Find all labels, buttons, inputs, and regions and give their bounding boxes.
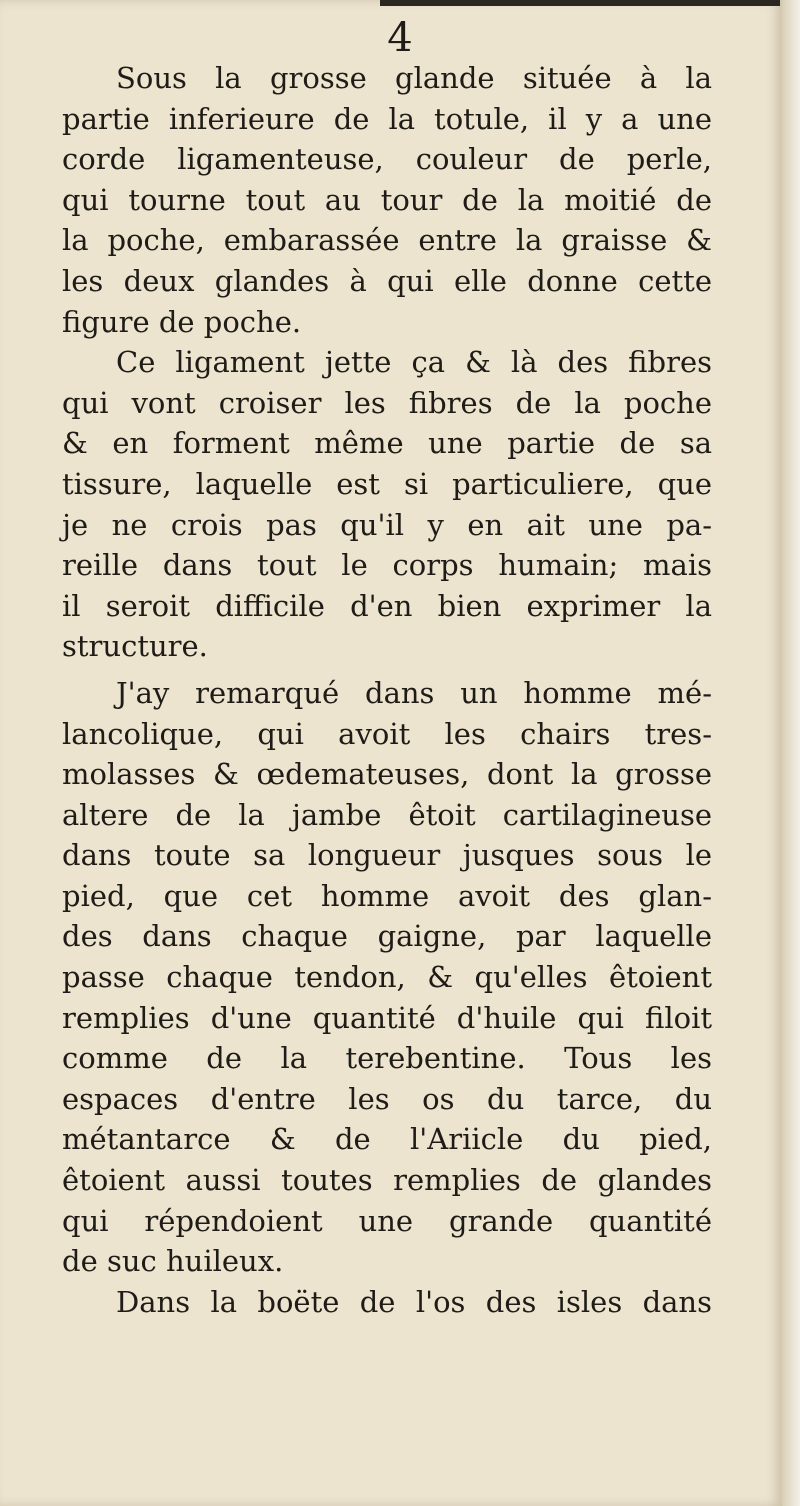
text-line: je ne crois pas qu'il y en ait une pa- bbox=[62, 507, 712, 542]
text-line: reille dans tout le corps humain; mais bbox=[62, 548, 712, 583]
text-line: la poche, embarassée entre la graisse & bbox=[62, 223, 712, 258]
text-line: structure. bbox=[62, 629, 208, 664]
text-line: remplies d'une quantité d'huile qui filoit bbox=[62, 1000, 712, 1035]
text-line: passe chaque tendon, & qu'elles êtoient bbox=[62, 960, 712, 995]
text-line: les deux glandes à qui elle donne cette bbox=[62, 263, 712, 298]
text-line: comme de la terebentine. Tous les bbox=[62, 1041, 712, 1076]
text-line: & en forment même une partie de sa bbox=[62, 426, 712, 461]
body-text bbox=[62, 58, 712, 1322]
top-edge-rule bbox=[380, 0, 780, 6]
text-line: qui répendoient une grande quantité bbox=[62, 1203, 712, 1238]
text-line: J'ay remarqué dans un homme mé- bbox=[116, 675, 712, 710]
text-line: espaces d'entre les os du tarce, du bbox=[62, 1081, 712, 1116]
text-line: Ce ligament jette ça & là des fibres bbox=[116, 345, 712, 380]
text-line: partie inferieure de la totule, il y a une bbox=[62, 101, 712, 136]
page-number: 4 bbox=[387, 15, 413, 61]
text-line: Sous la grosse glande située à la bbox=[116, 61, 712, 95]
page-gutter bbox=[782, 0, 800, 1506]
text-line: pied, que cet homme avoit des glan- bbox=[62, 878, 712, 913]
text-line: qui tourne tout au tour de la moitié de bbox=[62, 182, 712, 217]
text-line: molasses & œdemateuses, dont la grosse bbox=[62, 757, 712, 792]
text-line: dans toute sa longueur jusques sous le bbox=[62, 838, 712, 873]
text-line: corde ligamenteuse, couleur de perle, bbox=[62, 142, 712, 177]
text-line: lancolique, qui avoit les chairs tres- bbox=[62, 716, 712, 751]
text-line: figure de poche. bbox=[62, 304, 302, 339]
text-line: des dans chaque gaigne, par laquelle bbox=[62, 919, 712, 954]
text-line: qui vont croiser les fibres de la poche bbox=[62, 385, 712, 420]
text-line: tissure, laquelle est si particuliere, que bbox=[62, 466, 712, 501]
text-line: altere de la jambe êtoit cartilagineuse bbox=[62, 797, 712, 832]
text-line: métantarce & de l'Ariicle du pied, bbox=[62, 1122, 712, 1157]
text-line: il seroit difficile d'en bien exprimer la bbox=[62, 588, 712, 623]
text-line: êtoient aussi toutes remplies de glandes bbox=[62, 1163, 712, 1198]
text-line: de suc huileux. bbox=[62, 1244, 284, 1279]
text-line: Dans la boëte de l'os des isles dans bbox=[116, 1284, 712, 1319]
